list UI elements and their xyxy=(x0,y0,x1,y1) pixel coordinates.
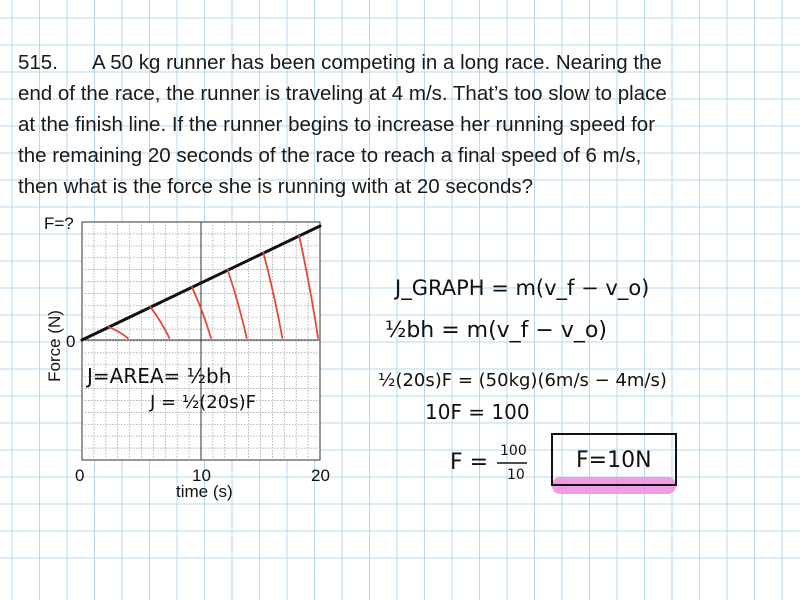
handwritten-fraction-numerator: 100 xyxy=(500,443,527,459)
problem-line-4: the remaining 20 seconds of the race to reach a final speed of 6 m/s, xyxy=(18,144,642,167)
handwritten-eq-2: ½bh = m(v_f − v_o) xyxy=(385,318,607,343)
handwritten-eq-3: ½(20s)F = (50kg)(6m/s − 4m/s) xyxy=(378,370,667,391)
handwritten-eq-5-left: F = xyxy=(450,450,489,475)
problem-line-5: then what is the force she is running with at 20 seconds? xyxy=(18,175,534,198)
y-axis-label: Force (N) xyxy=(45,310,64,382)
problem-line-1: 515. A 50 kg runner has been competing in a long race. Nearing the xyxy=(18,47,788,78)
handwritten-eq-1: J_GRAPH = m(v_f − v_o) xyxy=(395,276,650,300)
x-tick-10: 10 xyxy=(192,466,211,485)
x-axis-label: time (s) xyxy=(176,482,233,501)
y-tick-0: 0 xyxy=(66,332,76,351)
problem-line-3: at the finish line. If the runner begins to increase her running speed for xyxy=(18,113,656,136)
handwritten-fraction-denominator: 10 xyxy=(507,467,525,483)
handwritten-eq-4: 10F = 100 xyxy=(425,400,530,424)
handwritten-answer: F=10N xyxy=(576,448,652,473)
problem-number: 515. xyxy=(18,51,58,74)
handwritten-impulse-note: J = ½(20s)F xyxy=(150,392,256,413)
x-tick-0: 0 xyxy=(75,466,85,485)
problem-line-2: end of the race, the runner is traveling at 4 m/s. That’s too slow to place xyxy=(18,82,667,105)
x-tick-20: 20 xyxy=(311,466,330,485)
handwritten-area-note: J=AREA= ½bh xyxy=(87,364,232,388)
y-top-label: F=? xyxy=(44,214,74,233)
